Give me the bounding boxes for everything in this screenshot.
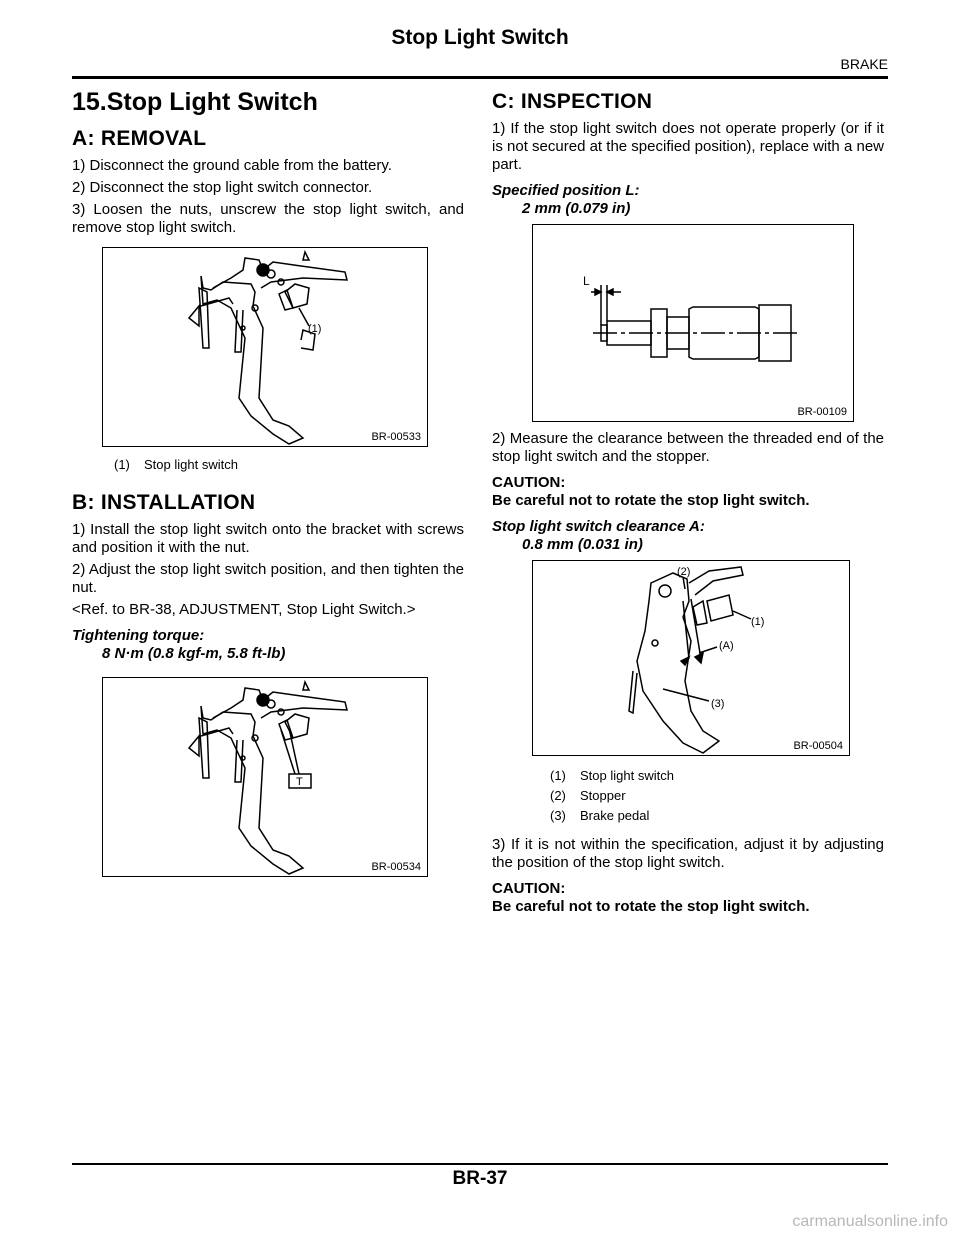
brake-pedal-illustration [103,678,427,876]
dimension-l-label: L [583,274,590,288]
clearance-figure [532,560,850,756]
legend-text: Stopper [580,788,626,803]
removal-figure [102,247,428,447]
installation-figure [102,677,428,877]
removal-step-3: 3) Loosen the nuts, unscrew the stop light switch, and remove stop light switch. [72,201,464,236]
caution-2-heading: CAUTION: [492,880,566,897]
inspection-step-3: 3) If it is not within the specification, adjust it by adjusting the position of the stop light switch. [492,836,884,871]
installation-step-1: 1) Install the stop light switch onto the bracket with screws and position it with the nut. [72,521,464,556]
torque-label: Tightening torque: [72,627,205,644]
clearance-label: Stop light switch clearance A: [492,518,705,535]
specified-position-label: Specified position L: [492,182,640,199]
removal-legend-item [114,455,464,475]
inspection-heading: C: INSPECTION [492,90,653,113]
pedal-clearance-illustration [533,561,849,755]
legend-text: Stop light switch [580,768,674,783]
specified-position-value: 2 mm (0.079 in) [522,200,631,217]
removal-figure-id: BR-00533 [371,431,421,443]
header-rule [72,76,888,79]
page-header-title: Stop Light Switch [391,26,569,49]
removal-step-2: 2) Disconnect the stop light switch connector. [72,179,373,196]
legend-number: (3) [550,808,566,823]
installation-heading: B: INSTALLATION [72,491,256,514]
legend-text: Stop light switch [144,457,238,472]
callout-brake-pedal: (3) [711,698,725,710]
removal-heading: A: REMOVAL [72,127,207,150]
caution-1-text: Be careful not to rotate the stop light switch. [492,492,810,509]
right-column [492,86,884,924]
clearance-figure-id: BR-00504 [793,740,843,752]
callout-clearance-a: (A) [719,640,734,652]
page-header-section: BRAKE [840,56,888,72]
installation-step-2: 2) Adjust the stop light switch position, and then tighten the nut. [72,561,464,596]
inspection-step-2: 2) Measure the clearance between the threaded end of the stop light switch and the stopper. [492,430,884,465]
legend-item [550,806,884,826]
callout-switch: (1) [751,616,765,628]
removal-callout-1: (1) [308,323,322,335]
caution-2-text: Be careful not to rotate the stop light switch. [492,898,810,915]
clearance-legend [550,766,884,826]
legend-number: (2) [550,788,566,803]
switch-position-figure-id: BR-00109 [797,406,847,418]
page-number: BR-37 [452,1168,508,1189]
clearance-value: 0.8 mm (0.031 in) [522,536,643,553]
installation-ref: <Ref. to BR-38, ADJUSTMENT, Stop Light Switch.> [72,601,416,618]
brake-pedal-illustration [103,248,427,446]
installation-figure-id: BR-00534 [371,861,421,873]
installation-callout-t: T [296,776,303,788]
left-column [72,86,464,877]
legend-number: (1) [550,768,566,783]
inspection-step-1: 1) If the stop light switch does not operate properly (or if it is not secured at the specified position), replace with a new part. [492,120,884,173]
stop-light-switch-illustration [533,225,853,421]
main-title: 15.Stop Light Switch [72,88,318,116]
switch-position-figure [532,224,854,422]
watermark: carmanualsonline.info [792,1213,948,1230]
footer-rule [72,1163,888,1165]
torque-value: 8 N·m (0.8 kgf-m, 5.8 ft-lb) [102,645,286,662]
legend-item [550,766,884,786]
legend-item [550,786,884,806]
caution-1-heading: CAUTION: [492,474,566,491]
legend-number: (1) [114,457,130,472]
legend-text: Brake pedal [580,808,650,823]
callout-stopper: (2) [677,566,691,578]
removal-step-1: 1) Disconnect the ground cable from the battery. [72,157,392,174]
